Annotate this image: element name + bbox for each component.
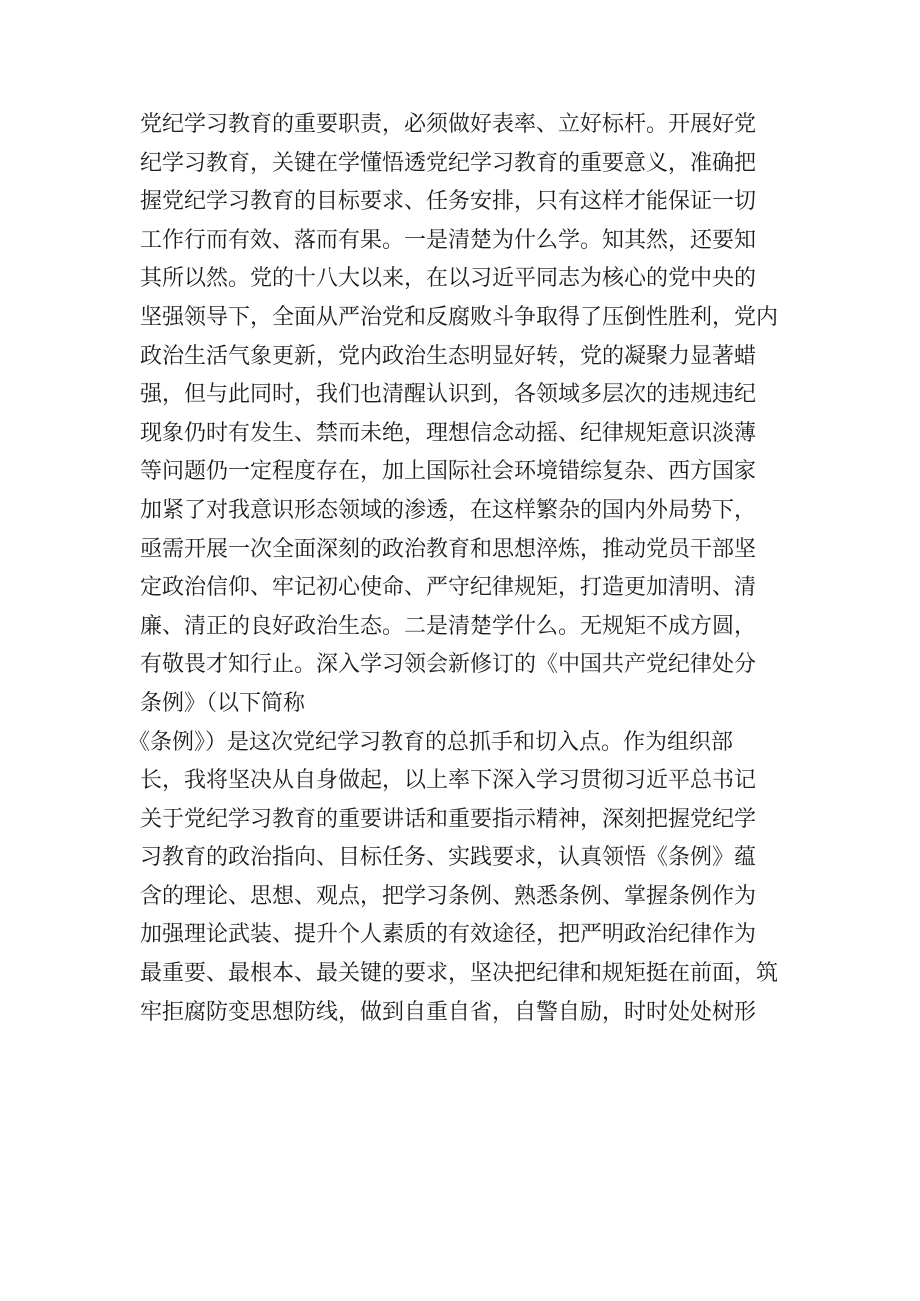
text-line: 党纪学习教育的重要职责，必须做好表率、立好标杆。开展好党: [140, 112, 757, 137]
text-line: 长，我将坚决从自身做起，以上率下深入学习贯彻习近平总书记: [140, 768, 757, 794]
text-line: 定政治信仰、牢记初心使命、严守纪律规矩，打造更加清明、清: [140, 575, 757, 601]
body-text: [128, 106, 800, 1032]
text-line: 政治生活气象更新，党内政治生态明显好转，党的凝聚力显著蜡: [140, 343, 757, 369]
text-line: 习教育的政治指向、目标任务、实践要求，认真领悟《条例》蕴: [140, 845, 757, 871]
text-line: 条例》（以下简称: [140, 690, 306, 716]
text-line: 加紧了对我意识形态领域的渗透，在这样繁杂的国内外局势下，: [140, 497, 757, 523]
text-line: 其所以然。党的十八大以来，在以习近平同志为核心的党中央的: [140, 266, 757, 292]
text-line: 廉、清正的良好政治生态。二是清楚学什么。无规矩不成方圆，: [140, 613, 757, 639]
text-line: 含的理论、思想、观点，把学习条例、熟悉条例、掌握条例作为: [140, 883, 757, 909]
text-line: 现象仍时有发生、禁而未绝，理想信念动摇、纪律规矩意识淡薄: [140, 420, 757, 446]
text-line: 工作行而有效、落而有果。一是清楚为什么学。知其然，还要知: [140, 227, 757, 253]
text-line: 关于党纪学习教育的重要讲话和重要指示精神，深刻把握党纪学: [140, 806, 757, 832]
text-line: 牢拒腐防变思想防线，做到自重自省，自警自励，时时处处树形: [140, 999, 757, 1025]
text-line: 有敬畏才知行止。深入学习领会新修订的《中国共产党纪律处分: [140, 652, 757, 678]
text-line: 《条例》）是这次党纪学习教育的总抓手和切入点。作为组织部: [128, 729, 734, 755]
text-line: 加强理论武装、提升个人素质的有效途径，把严明政治纪律作为: [140, 922, 757, 948]
text-line: 等问题仍一定程度存在，加上国际社会环境错综复杂、西方国家: [140, 459, 757, 485]
text-line: 亟需开展一次全面深刻的政治教育和思想淬炼，推动党员干部坚: [140, 536, 757, 562]
text-line: 纪学习教育，关键在学懂悟透党纪学习教育的重要意义，准确把: [140, 150, 757, 176]
text-line: 握党纪学习教育的目标要求、任务安排，只有这样才能保证一切: [140, 189, 757, 215]
text-line: 最重要、最根本、最关键的要求，坚决把纪律和规矩挺在前面，筑: [140, 961, 779, 987]
text-line: 强，但与此同时，我们也清醒认识到，各领域多层次的违规违纪: [140, 382, 757, 408]
text-line: 坚强领导下，全面从严治党和反腐败斗争取得了压倒性胜利，党内: [140, 304, 779, 330]
